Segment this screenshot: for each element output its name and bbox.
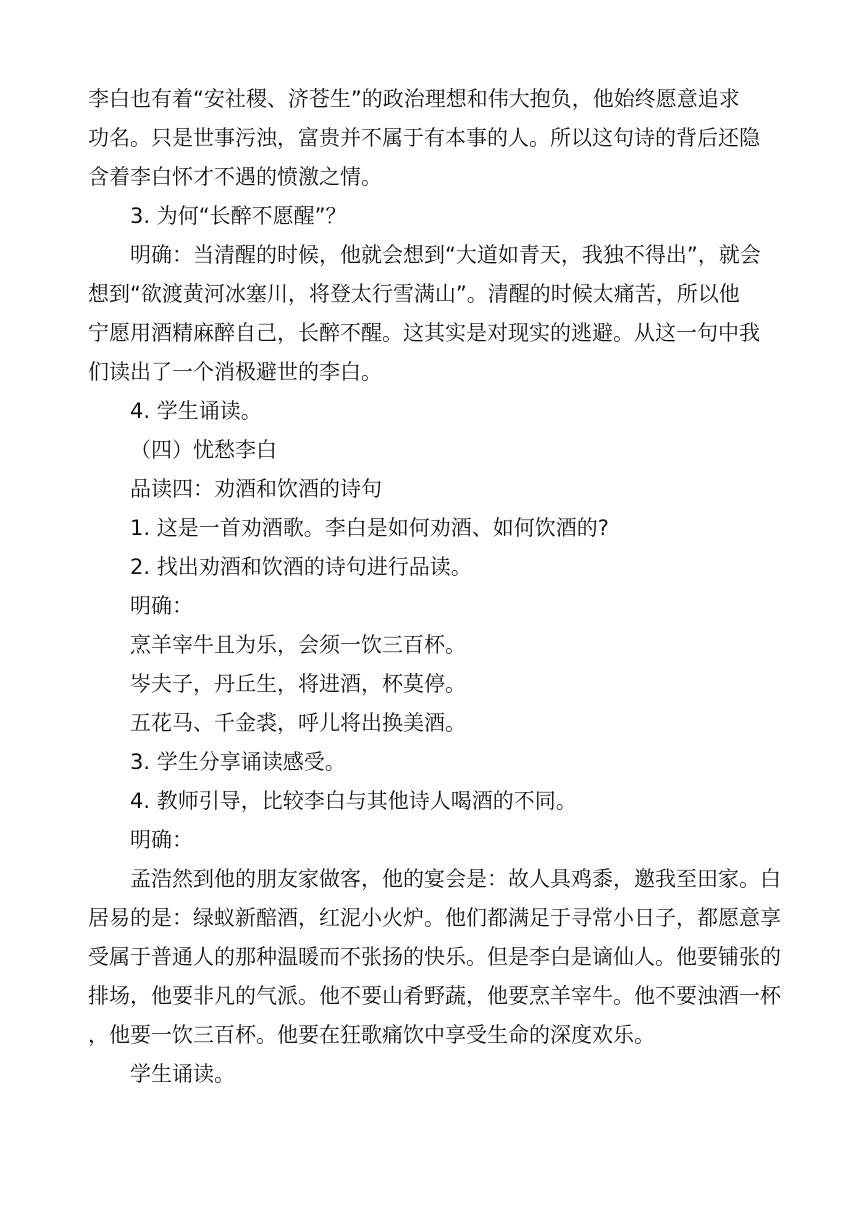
- text-line: 2. 找出劝酒和饮酒的诗句进行品读。: [130, 555, 472, 579]
- text-line: 宁愿用酒精麻醉自己，长醉不醒。这其实是对现实的逃避。从这一句中我: [88, 321, 760, 345]
- text-line: 4. 学生诵读。: [130, 399, 262, 423]
- paragraph-2: [88, 197, 772, 236]
- section-heading: [88, 431, 772, 470]
- paragraph-16: [88, 860, 781, 1055]
- poem-line-2: [88, 665, 772, 704]
- paragraph-17: [88, 1055, 772, 1094]
- text-line: 岑夫子，丹丘生，将进酒，杯莫停。: [130, 672, 466, 696]
- text-line: 品读四：劝酒和饮酒的诗句: [130, 477, 382, 501]
- paragraph-3: [88, 236, 772, 392]
- text-line: 含着李白怀才不遇的愤激之情。: [88, 165, 382, 189]
- paragraph-8: [88, 548, 772, 587]
- paragraph-6: [88, 470, 772, 509]
- text-line: 学生诵读。: [130, 1062, 235, 1086]
- text-line: 受属于普通人的那种温暖而不张扬的快乐。但是李白是谪仙人。他要铺张的: [88, 945, 781, 969]
- text-line: 明确：: [130, 828, 193, 852]
- text-line: 明确：: [130, 594, 193, 618]
- paragraph-7: [88, 509, 772, 548]
- text-line: 孟浩然到他的朋友家做客，他的宴会是：故人具鸡黍，邀我至田家。白: [130, 867, 781, 891]
- text-line: （四）忧愁李白: [130, 438, 277, 462]
- paragraph-4: [88, 392, 772, 431]
- text-line: 3. 为何“长醉不愿醒”？: [130, 204, 347, 228]
- text-line: 4. 教师引导，比较李白与其他诗人喝酒的不同。: [130, 789, 577, 813]
- text-line: 功名。只是世事污浊，富贵并不属于有本事的人。所以这句诗的背后还隐: [88, 126, 760, 150]
- paragraph-14: [88, 782, 772, 821]
- text-line: 3. 学生分享诵读感受。: [130, 750, 346, 774]
- text-line: 1. 这是一首劝酒歌。李白是如何劝酒、如何饮酒的?: [130, 516, 609, 540]
- text-line: 李白也有着“安社稷、济苍生”的政治理想和伟大抱负，他始终愿意追求: [88, 87, 740, 111]
- poem-line-3: [88, 704, 772, 743]
- text-line: 排场，他要非凡的气派。他不要山肴野蔬，他要烹羊宰牛。他不要浊酒一杯: [88, 984, 781, 1008]
- text-line: 居易的是：绿蚁新醅酒，红泥小火炉。他们都满足于寻常小日子，都愿意享: [88, 906, 781, 930]
- text-line: ，他要一饮三百杯。他要在狂歌痛饮中享受生命的深度欢乐。: [88, 1023, 655, 1047]
- text-line: 明确：当清醒的时候，他就会想到“大道如青天，我独不得出”，就会: [130, 243, 761, 267]
- text-line: 五花马、千金裘，呼儿将出换美酒。: [130, 711, 466, 735]
- text-line: 烹羊宰牛且为乐，会须一饮三百杯。: [130, 633, 466, 657]
- text-line: 想到“欲渡黄河冰塞川，将登太行雪满山”。清醒的时候太痛苦，所以他: [88, 282, 740, 306]
- paragraph-15: [88, 821, 772, 860]
- paragraph-13: [88, 743, 772, 782]
- paragraph-1: [88, 80, 772, 197]
- paragraph-9: [88, 587, 772, 626]
- poem-line-1: [88, 626, 772, 665]
- text-line: 们读出了一个消极避世的李白。: [88, 360, 382, 384]
